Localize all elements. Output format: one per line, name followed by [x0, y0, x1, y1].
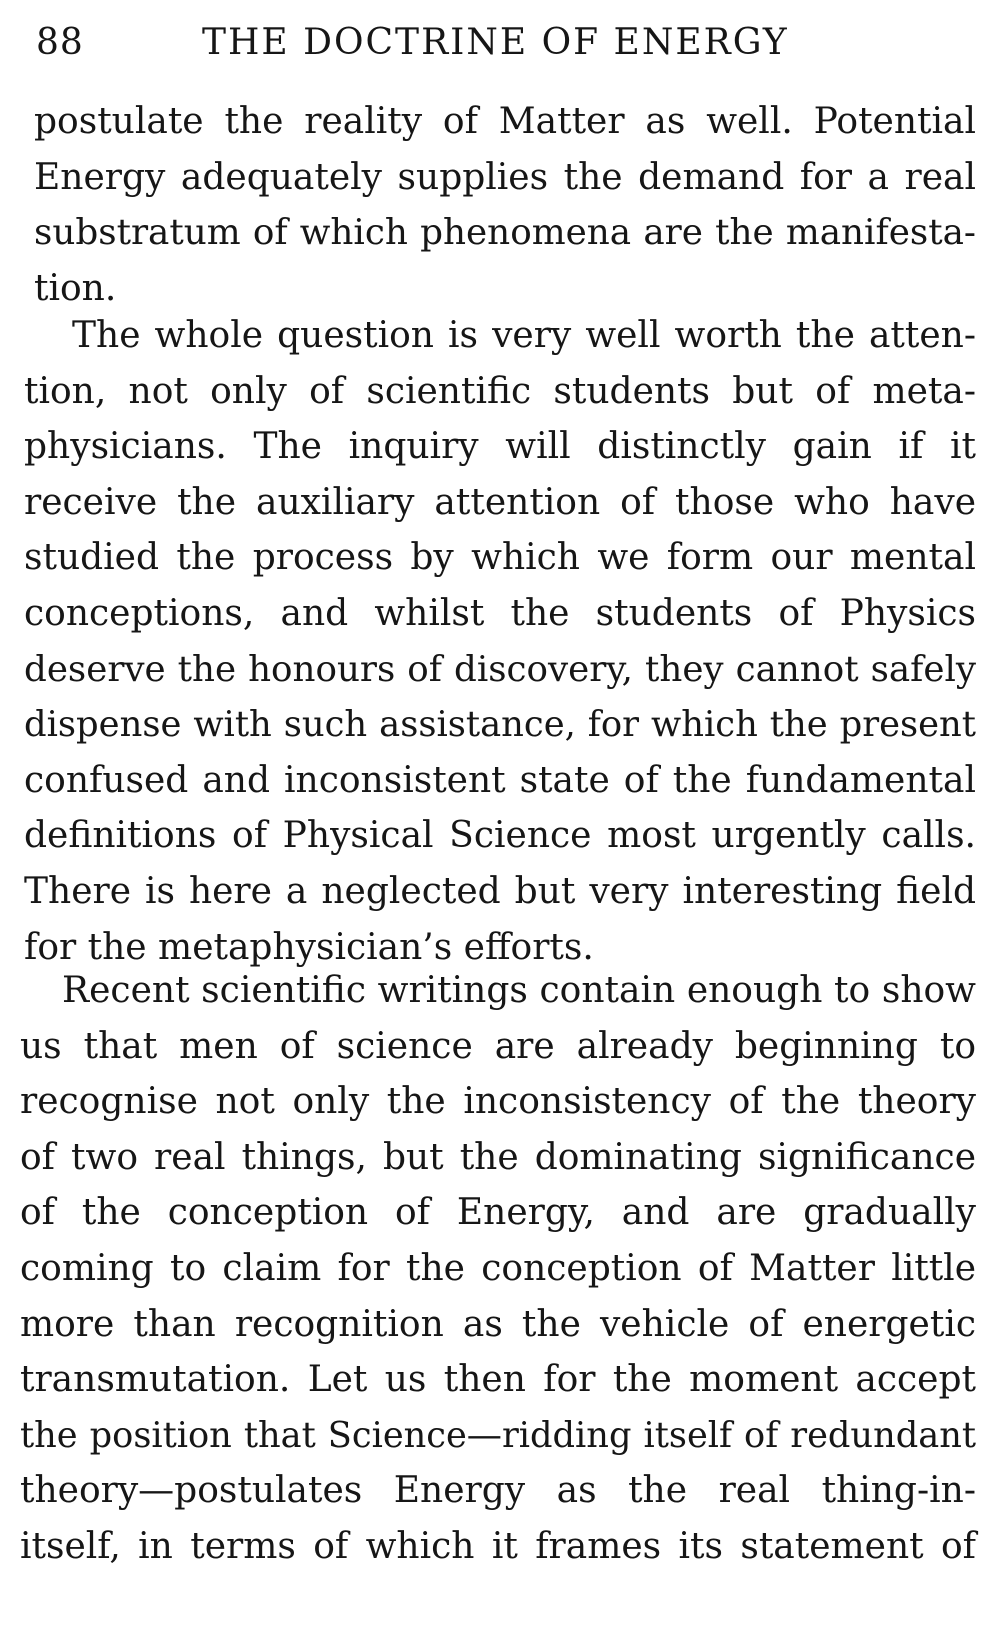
text-line: of two real things, but the dominating significance — [20, 1136, 976, 1178]
text-line: dispense with such assistance, for which the present — [24, 704, 976, 746]
text-line: There is here a neglected but very interesting field — [24, 870, 976, 912]
text-line: the position that Science—ridding itself of redundant — [20, 1414, 976, 1456]
text-line: conceptions, and whilst the students of Physics — [24, 592, 976, 634]
text-line: theory—postulates Energy as the real thing-in- — [20, 1470, 976, 1512]
text-line: deserve the honours of discovery, they cannot safely — [24, 648, 976, 690]
text-line: definitions of Physical Science most urgently calls. — [24, 815, 976, 857]
text-line: confused and inconsistent state of the fundamental — [24, 759, 976, 801]
text-line: coming to claim for the conception of Matter little — [20, 1247, 976, 1289]
text-line: more than recognition as the vehicle of energetic — [20, 1303, 976, 1345]
text-line: recognise not only the inconsistency of the theory — [20, 1081, 976, 1123]
text-line: tion. — [34, 267, 117, 309]
text-line: studied the process by which we form our mental — [24, 537, 976, 579]
paragraph-1 — [34, 94, 976, 316]
text-line: The whole question is very well worth the atten- — [72, 315, 976, 356]
text-line: Energy adequately supplies the demand for a real — [34, 156, 976, 198]
text-line: us that men of science are already beginning to — [20, 1025, 976, 1067]
text-line: transmutation. Let us then for the moment accept — [20, 1359, 976, 1401]
text-line: substratum of which phenomena are the manifesta- — [34, 212, 976, 254]
text-line: of the conception of Energy, and are gradually — [20, 1192, 976, 1234]
paragraph-3 — [20, 963, 976, 1575]
text-line: receive the auxiliary attention of those who have — [24, 481, 976, 523]
running-title: THE DOCTRINE OF ENERGY — [202, 22, 789, 63]
text-line: tion, not only of scientific students but of meta- — [24, 370, 976, 412]
text-line: physicians. The inquiry will distinctly gain if it — [24, 426, 976, 468]
text-line: itself, in terms of which it frames its statement of — [20, 1525, 976, 1567]
page-number: 88 — [36, 22, 84, 63]
running-head — [36, 18, 966, 68]
paragraph-2 — [24, 308, 976, 975]
text-line: postulate the reality of Matter as well. Potential — [34, 101, 976, 142]
text-line: Recent scientific writings contain enough to show — [62, 970, 976, 1011]
text-line: for the metaphysician’s efforts. — [24, 926, 594, 968]
